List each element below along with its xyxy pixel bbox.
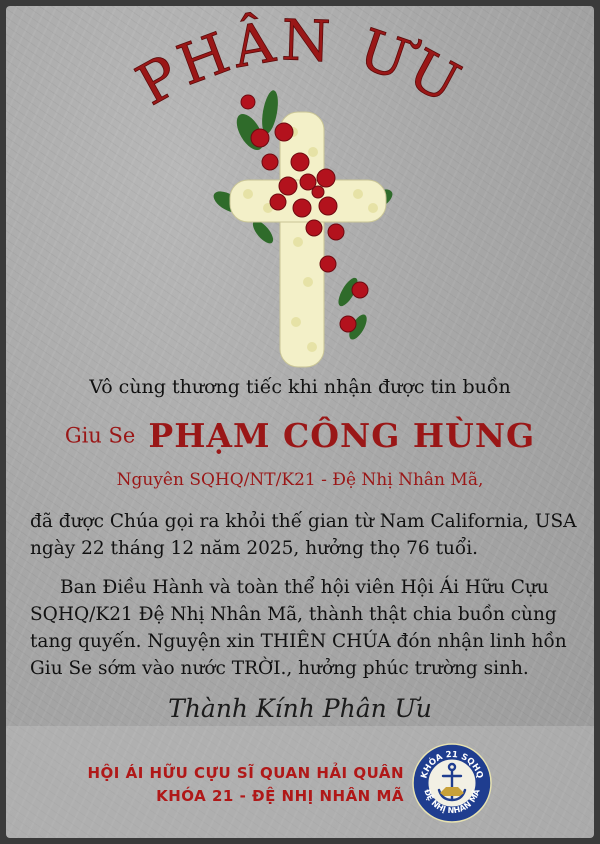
deceased-name-line	[6, 416, 594, 455]
deceased-rank: Nguyên SQHQ/NT/K21 - Đệ Nhị Nhân Mã,	[116, 470, 484, 490]
org-seal-logo	[412, 743, 492, 823]
org-name-line2: KHÓA 21 - ĐỆ NHỊ NHÂN MÃ	[156, 787, 404, 805]
svg-text:KHÓA 21 SQHQ: KHÓA 21 SQHQ	[419, 749, 485, 780]
paragraph-passing: đã được Chúa gọi ra khỏi thế gian từ Nam California, USA ngày 22 tháng 12 năm 2025, hưởng thọ 76 tuổi.	[30, 511, 577, 559]
closing-line: Thành Kính Phân Ưu	[168, 694, 432, 723]
paragraph-condolence: Ban Điều Hành và toàn thể hội viên Hội Ái Hữu Cựu SQHQ/K21 Đệ Nhị Nhân Mã, thành thật chia buồn cùng tang quyến. Nguyện xin THIÊN CHÚA đón nhận linh hồn Giu Se sớm vào nước TRỜI., hưởng phúc trường sinh.	[30, 577, 567, 679]
title-text: PHÂN ƯU	[126, 8, 474, 119]
flower-cross-image	[208, 82, 398, 374]
deceased-name: PHẠM CÔNG HÙNG	[148, 416, 536, 455]
footer-band	[6, 726, 594, 838]
svg-text:ĐỆ NHỊ NHÂN MÃ: ĐỆ NHỊ NHÂN MÃ	[422, 788, 482, 816]
intro-line: Vô cùng thương tiếc khi nhận được tin buồn	[89, 376, 511, 398]
condolence-card	[6, 6, 594, 838]
org-name-line1: HỘI ÁI HỮU CỰU SĨ QUAN HẢI QUÂN	[87, 764, 404, 782]
saint-name: Giu Se	[64, 423, 136, 448]
